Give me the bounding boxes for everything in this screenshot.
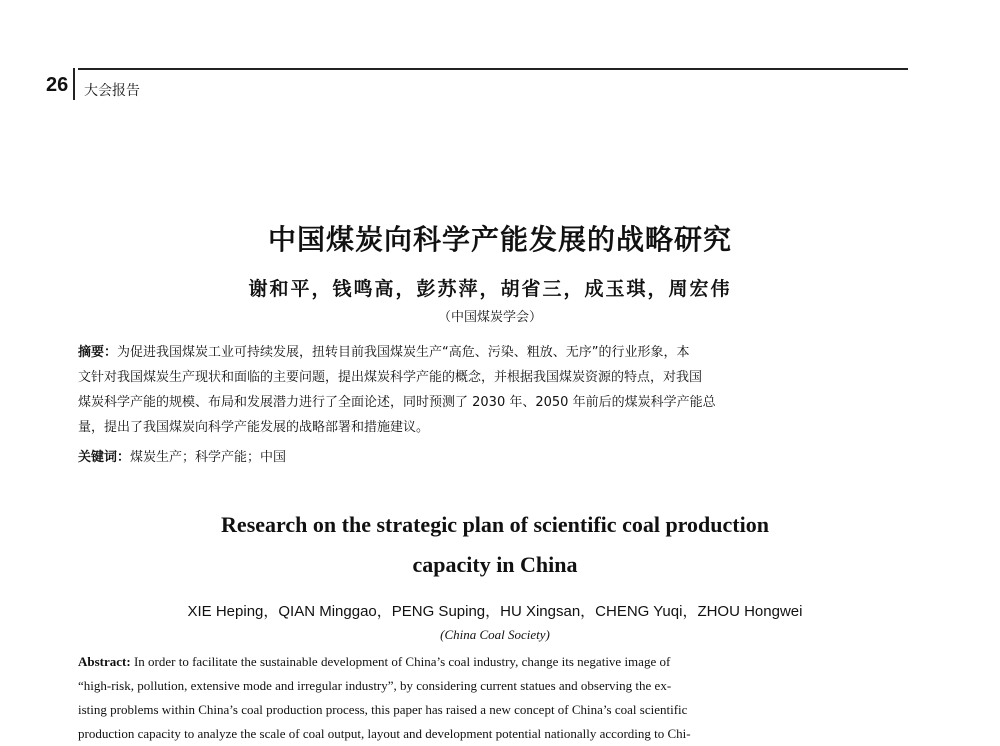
section-label: 大会报告 bbox=[84, 83, 140, 99]
english-abstract-line-2: “high-risk, pollution, extensive mode and irregular industry”, by considering current statues and observing the ex- bbox=[78, 678, 672, 693]
english-title-line-2: capacity in China bbox=[412, 552, 578, 577]
header-rule bbox=[78, 68, 908, 70]
chinese-keywords-label: 关键词： bbox=[78, 450, 131, 465]
english-title-line-1: Research on the strategic plan of scientific coal production bbox=[221, 512, 769, 537]
english-authors: XIE Heping，QIAN Minggao，PENG Suping，HU Xingsan，CHENG Yuqi，ZHOU Hongwei bbox=[187, 603, 803, 620]
english-abstract-line-4: production capacity to analyze the scale of coal output, layout and development potential nationally according to Chi- bbox=[78, 726, 691, 741]
english-abstract-line-1: Abstract: In order to facilitate the sustainable development of China’s coal industry, change its negative image of bbox=[78, 654, 671, 669]
english-abstract bbox=[78, 650, 912, 746]
chinese-abstract-line-3: 煤炭科学产能的规模、布局和发展潜力进行了全面论述，同时预测了 2030 年、2050 年前后的煤炭科学产能总 bbox=[78, 395, 716, 410]
chinese-affiliation: （中国煤炭学会） bbox=[437, 310, 542, 325]
english-abstract-label: Abstract: bbox=[78, 654, 131, 669]
chinese-abstract-line-1: 摘要：为促进我国煤炭工业可持续发展，扭转目前我国煤炭生产“高危、污染、粗放、无序”的行业形象，本 bbox=[78, 345, 690, 360]
chinese-authors: 谢和平，钱鸣高，彭苏萍，胡省三，成玉琪，周宏伟 bbox=[248, 278, 732, 300]
chinese-keywords bbox=[78, 446, 286, 465]
chinese-title: 中国煤炭向科学产能发展的战略研究 bbox=[267, 223, 732, 256]
chinese-abstract-line-4: 量，提出了我国煤炭向科学产能发展的战略部署和措施建议。 bbox=[78, 420, 430, 435]
chinese-abstract bbox=[78, 340, 908, 440]
english-affiliation: (China Coal Society) bbox=[440, 627, 550, 642]
chinese-abstract-label: 摘要： bbox=[78, 345, 118, 360]
chinese-keywords-text: 煤炭生产；科学产能；中国 bbox=[130, 450, 287, 465]
header-divider bbox=[73, 68, 75, 100]
english-abstract-line-3: isting problems within China’s coal production process, this paper has raised a new concept of China’s coal scientific bbox=[78, 702, 688, 717]
chinese-abstract-line-2: 文针对我国煤炭生产现状和面临的主要问题，提出煤炭科学产能的概念，并根据我国煤炭资源的特点，对我国 bbox=[78, 370, 703, 385]
english-title bbox=[0, 505, 990, 585]
page-number: 26 bbox=[46, 74, 69, 96]
